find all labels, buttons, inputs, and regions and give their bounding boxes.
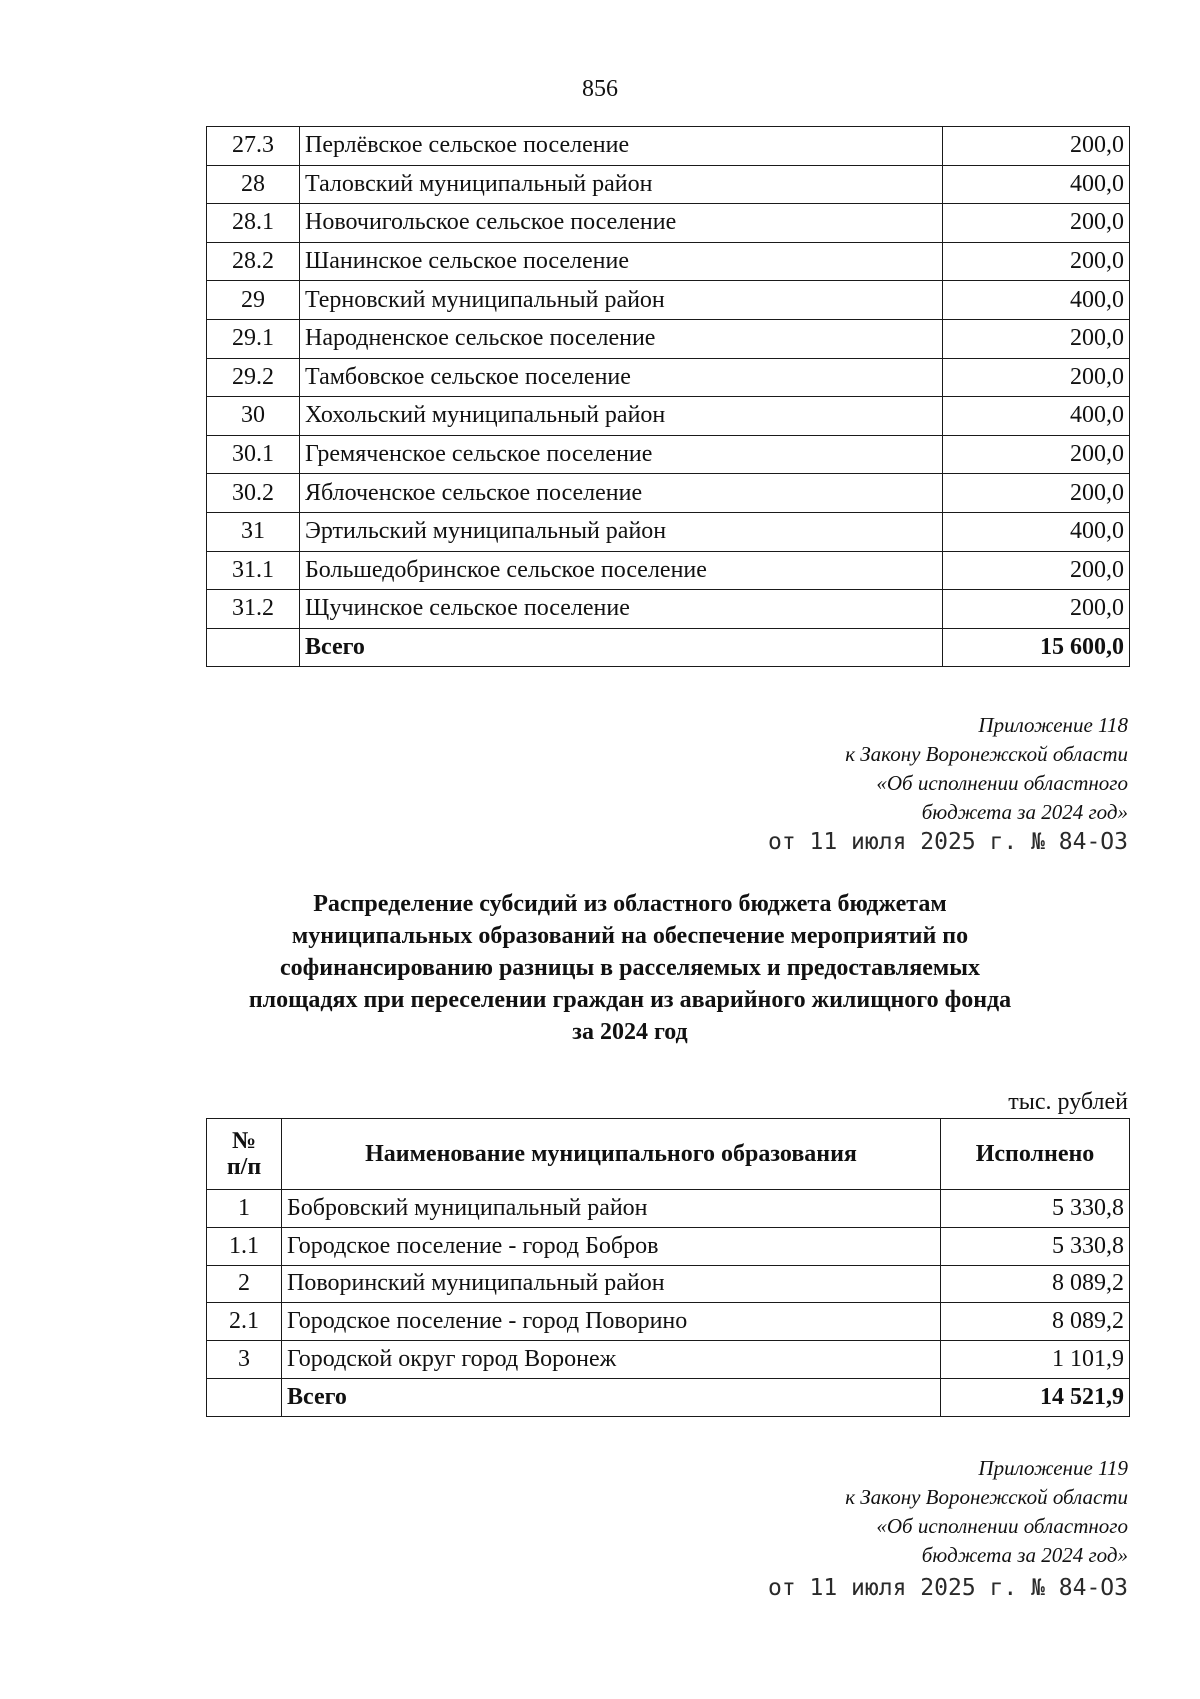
row-number: 1.1 <box>207 1227 282 1265</box>
row-number: 29.2 <box>207 358 300 397</box>
row-name: Эртильский муниципальный район <box>300 512 943 551</box>
row-name: Яблоченское сельское поселение <box>300 474 943 513</box>
row-number: 3 <box>207 1341 282 1379</box>
row-value: 200,0 <box>943 435 1130 474</box>
row-value: 8 089,2 <box>941 1303 1130 1341</box>
row-value: 200,0 <box>943 242 1130 281</box>
table-row <box>207 435 1130 474</box>
total-label: Всего <box>282 1378 941 1416</box>
row-value: 200,0 <box>943 319 1130 358</box>
row-number: 27.3 <box>207 127 300 166</box>
row-value: 8 089,2 <box>941 1265 1130 1303</box>
row-value: 200,0 <box>943 551 1130 590</box>
row-number: 28.2 <box>207 242 300 281</box>
title-line3: софинансированию разницы в расселяемых и предоставляемых <box>280 955 980 981</box>
row-name: Новочигольское сельское поселение <box>300 204 943 243</box>
row-number: 2.1 <box>207 1303 282 1341</box>
row-number: 1 <box>207 1190 282 1228</box>
header-name: Наименование муниципального образования <box>282 1119 941 1190</box>
row-name: Бобровский муниципальный район <box>282 1190 941 1228</box>
appendix-119-heading <box>845 1454 1128 1570</box>
title-line5: за 2024 год <box>572 1019 688 1045</box>
appendix-118-line4: бюджета за 2024 год» <box>921 800 1128 824</box>
table-row <box>207 590 1130 629</box>
row-name: Большедобринское сельское поселение <box>300 551 943 590</box>
table-row <box>207 358 1130 397</box>
total-number-empty <box>207 1378 282 1416</box>
table-row <box>207 127 1130 166</box>
row-value: 400,0 <box>943 165 1130 204</box>
table-row <box>207 551 1130 590</box>
row-value: 200,0 <box>943 127 1130 166</box>
row-value: 400,0 <box>943 281 1130 320</box>
row-value: 5 330,8 <box>941 1190 1130 1228</box>
row-value: 200,0 <box>943 204 1130 243</box>
row-name: Городской округ город Воронеж <box>282 1341 941 1379</box>
appendix-118-line1: Приложение 118 <box>978 713 1128 737</box>
header-num <box>207 1119 282 1190</box>
total-row <box>207 1378 1130 1416</box>
table-row <box>207 512 1130 551</box>
appendix-118-line2: к Закону Воронежской области <box>845 742 1128 766</box>
table-row <box>207 1265 1130 1303</box>
row-name: Поворинский муниципальный район <box>282 1265 941 1303</box>
appendix-119-date: от 11 июля 2025 г. № 84-ОЗ <box>767 1575 1128 1601</box>
subsidy-table-header <box>207 1119 1130 1190</box>
table-row <box>207 165 1130 204</box>
row-name: Таловский муниципальный район <box>300 165 943 204</box>
total-row <box>207 628 1130 667</box>
table-row <box>207 397 1130 436</box>
subsidy-table-body <box>207 1190 1130 1417</box>
row-value: 400,0 <box>943 397 1130 436</box>
header-num-line2: п/п <box>226 1154 262 1180</box>
title-line1: Распределение субсидий из областного бюджета бюджетам <box>313 891 947 917</box>
row-name: Терновский муниципальный район <box>300 281 943 320</box>
appendix-119-line2: к Закону Воронежской области <box>845 1485 1128 1509</box>
row-name: Городское поселение - город Поворино <box>282 1303 941 1341</box>
table-row <box>207 1227 1130 1265</box>
header-num-line1: № <box>231 1128 257 1154</box>
row-name: Тамбовское сельское поселение <box>300 358 943 397</box>
row-name: Гремяченское сельское поселение <box>300 435 943 474</box>
row-number: 28.1 <box>207 204 300 243</box>
row-name: Хохольский муниципальный район <box>300 397 943 436</box>
header-value: Исполнено <box>941 1119 1130 1190</box>
total-label: Всего <box>300 628 943 667</box>
row-value: 1 101,9 <box>941 1341 1130 1379</box>
title-line4: площадях при переселении граждан из аварийного жилищного фонда <box>248 987 1012 1013</box>
row-number: 29 <box>207 281 300 320</box>
table-row <box>207 1190 1130 1228</box>
table-row <box>207 204 1130 243</box>
row-number: 30.2 <box>207 474 300 513</box>
page-number: 856 <box>582 76 618 102</box>
row-name: Шанинское сельское поселение <box>300 242 943 281</box>
table-row <box>207 242 1130 281</box>
continuation-table <box>206 126 1130 667</box>
row-number: 30 <box>207 397 300 436</box>
row-value: 200,0 <box>943 590 1130 629</box>
row-name: Щучинское сельское поселение <box>300 590 943 629</box>
table-row <box>207 1341 1130 1379</box>
appendix-119-line1: Приложение 119 <box>978 1456 1128 1480</box>
row-number: 30.1 <box>207 435 300 474</box>
total-value: 15 600,0 <box>943 628 1130 667</box>
row-number: 31 <box>207 512 300 551</box>
row-value: 5 330,8 <box>941 1227 1130 1265</box>
table-row <box>207 319 1130 358</box>
row-name: Перлёвское сельское поселение <box>300 127 943 166</box>
table-row <box>207 1303 1130 1341</box>
row-number: 31.2 <box>207 590 300 629</box>
appendix-118-heading <box>845 711 1128 827</box>
row-number: 31.1 <box>207 551 300 590</box>
row-value: 200,0 <box>943 358 1130 397</box>
total-value: 14 521,9 <box>941 1378 1130 1416</box>
row-number: 2 <box>207 1265 282 1303</box>
appendix-118-line3: «Об исполнении областного <box>876 771 1128 795</box>
row-value: 400,0 <box>943 512 1130 551</box>
row-value: 200,0 <box>943 474 1130 513</box>
title-line2: муниципальных образований на обеспечение мероприятий по <box>291 923 969 949</box>
document-title <box>190 888 1070 1048</box>
row-name: Народненское сельское поселение <box>300 319 943 358</box>
appendix-119-line3: «Об исполнении областного <box>876 1514 1128 1538</box>
row-number: 28 <box>207 165 300 204</box>
total-number-empty <box>207 628 300 667</box>
table-row <box>207 281 1130 320</box>
appendix-119-line4: бюджета за 2024 год» <box>921 1543 1128 1567</box>
row-name: Городское поселение - город Бобров <box>282 1227 941 1265</box>
row-number: 29.1 <box>207 319 300 358</box>
continuation-table-body <box>207 127 1130 667</box>
table-row <box>207 474 1130 513</box>
appendix-118-date: от 11 июля 2025 г. № 84-ОЗ <box>767 829 1128 855</box>
subsidy-table <box>206 1118 1130 1417</box>
unit-label: тыс. рублей <box>1008 1089 1128 1115</box>
